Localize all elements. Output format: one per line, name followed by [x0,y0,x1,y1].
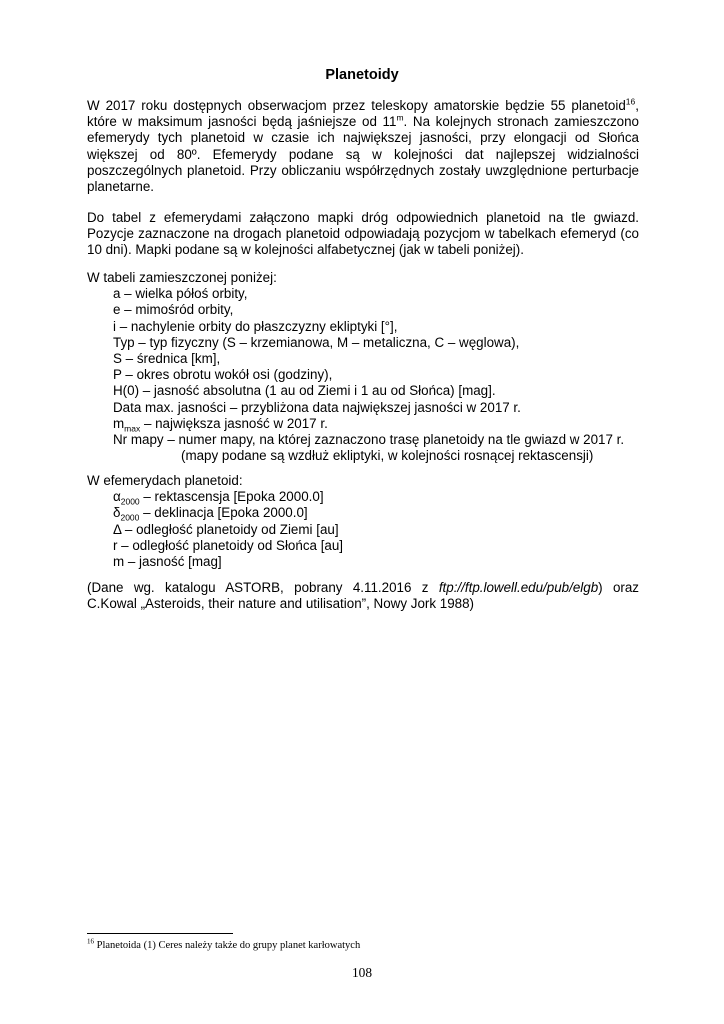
legend-item: S – średnica [km], [113,351,221,367]
delta-symbol: δ [113,505,121,521]
legend-item: Data max. jasności – przybliżona data największej jasności w 2017 r. [113,399,521,415]
legend-item-nr-mapy-note: (mapy podane są wzdłuż ekliptyki, w kolejności rosnącej rektascensji) [181,448,594,464]
intro-text-c: . Na kolejnych stronach zamieszczono efemerydy tych planetoid w czasie ich największej jasności, przy elongacji od Słońca większej od 80º. Efemerydy podane są w kolejności dat najlepszej widzialności poszczególnych planetoid. Przy obliczaniu współrzędnych zostały uwzględnione perturbacje planetarne. [87,114,639,195]
footnote-ref: 16 [625,96,636,107]
legend-item: H(0) – jasność absolutna (1 au od Ziemi i 1 au od Słońca) [mag]. [113,383,496,399]
footnote-mark: 16 [87,937,94,946]
table-legend-heading: W tabeli zamieszczonej poniżej: [87,270,277,285]
alpha-subscript: 2000 [120,496,140,507]
legend-item: i – nachylenie orbity do płaszczyzny ekliptyki [°], [113,318,398,334]
ephemeris-item-delta [87,505,639,524]
table-legend [87,270,639,464]
magnitude-sup: m [396,112,404,123]
footnote-divider [87,933,233,934]
ephemeris-item: m – jasność [mag] [113,554,222,570]
delta-text: – deklinacja [Epoka 2000.0] [139,505,308,521]
legend-item: Typ – typ fizyczny (S – krzemianowa, M – metaliczna, C – węglowa), [113,334,520,350]
source-text-a: (Dane wg. katalogu ASTORB, pobrany 4.11.2016 z [87,580,439,595]
footnote-text: Planetoida (1) Ceres należy także do grupy planet karłowatych [94,940,361,951]
ephemeris-legend [87,473,639,570]
intro-text-b: , które w maksimum jasności będą jaśniejsze od 11 [87,98,639,130]
source-paragraph [87,580,639,612]
legend-item: P – okres obrotu wokół osi (godziny), [113,367,333,383]
legend-item-mmax [87,416,639,432]
ephemeris-item: r – odległość planetoidy od Słońca [au] [113,537,344,553]
legend-item-nr-mapy: Nr mapy – numer mapy, na której zaznaczono trasę planetoidy na tle gwiazd w 2017 r. [113,432,625,448]
source-link[interactable]: ftp://ftp.lowell.edu/pub/elgb [438,580,599,595]
intro-paragraph-2: Do tabel z efemerydami załączono mapki dróg odpowiednich planetoid na tle gwiazd. Pozycje zaznaczone na drogach planetoid odpowiadają pozycjom w tabelkach efemeryd (co 10 dni). Mapki podane są w kolejności alfabetycznej (jak w tabeli poniżej). [87,210,639,258]
alpha-symbol: α [113,489,121,505]
legend-item: e – mimośród orbity, [113,302,234,318]
intro-paragraph-1 [87,98,639,195]
legend-item: a – wielka półoś orbity, [113,286,248,302]
delta-subscript: 2000 [120,513,140,524]
ephemeris-item-alpha [87,489,639,505]
footnote [87,937,361,951]
alpha-text: – rektascensja [Epoka 2000.0] [139,489,324,505]
mmax-text: – największa jasność w 2017 r. [140,415,328,431]
mmax-subscript: max [124,423,141,434]
ephemeris-legend-heading: W efemerydach planetoid: [87,473,243,488]
intro-text-a: W 2017 roku dostępnych obserwacjom przez teleskopy amatorskie będzie 55 planetoid [87,98,626,113]
ephemeris-item: Δ – odległość planetoidy od Ziemi [au] [113,521,339,537]
page-number: 108 [351,965,373,980]
mmax-symbol: m [113,415,125,431]
source-text-b: ) oraz C.Kowal „Asteroids, their nature and utilisation”, Nowy Jork 1988) [87,580,639,612]
page-title: Planetoidy [325,67,399,83]
